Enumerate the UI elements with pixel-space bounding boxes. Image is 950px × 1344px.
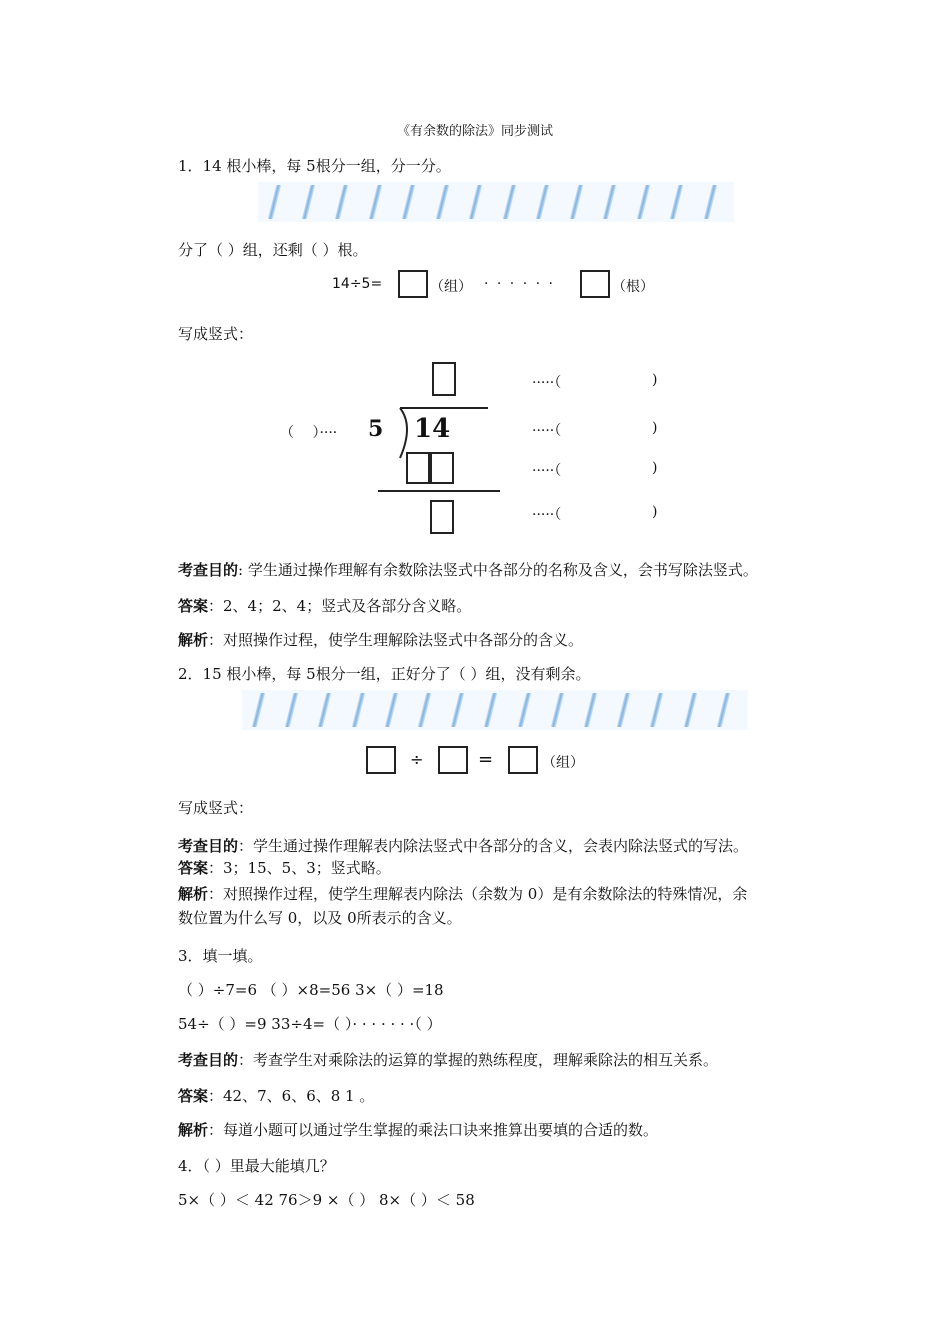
q2-vertical-label: 写成竖式： [178,799,254,817]
ld-product-box-1[interactable] [406,452,430,484]
q1-dots: · · · · · · [484,276,555,292]
q2-unit: （组） [542,755,584,771]
q3-question: 3．填一填。 [178,947,263,965]
ld-close-1: ) [652,372,658,388]
q1-groups-box[interactable] [398,270,428,298]
q1-unit-groups: （组） [430,279,472,295]
q1-fill-blank: 分了（ ）组，还剩（ ）根。 [178,241,368,259]
ld-remainder-box[interactable] [430,500,454,534]
q3-line1: （ ）÷7=6 （ ）×8=56 3×（ ）=18 [178,981,444,999]
ld-quotient-box[interactable] [432,362,456,396]
q1-sticks-area [258,182,734,222]
q2-purpose-label: 考查目的 [178,837,239,855]
q2-answer-text: ：3；15、5、3；竖式略。 [208,859,391,877]
q1-question: 1．14 根小棒，每 5根分一组，分一分。 [178,157,451,175]
q1-answer [178,596,471,616]
q2-divisor-box[interactable] [438,746,468,774]
q3-purpose-label: 考查目的 [178,1051,239,1069]
q3-answer-label: 答案 [178,1087,209,1105]
q2-question: 2．15 根小棒，每 5根分一组，正好分了（ ）组，没有剩余。 [178,665,591,683]
q2-purpose-text: ：学生通过操作理解表内除法竖式中各部分的含义，会表内除法竖式的写法。 [238,837,749,855]
q1-analysis-label: 解析 [178,631,209,649]
q1-remainder-box[interactable] [580,270,610,298]
q3-analysis-label: 解析 [178,1121,209,1139]
q1-unit-sticks: （根） [612,279,654,295]
ld-label-quotient: ·····（ [532,375,562,391]
ld-subtract-line [378,490,500,492]
ld-dividend: 14 [414,414,451,444]
q1-answer-label: 答案 [178,597,209,615]
q2-divide-sign: ÷ [410,750,424,769]
q4-question: 4．（ ）里最大能填几？ [178,1157,335,1175]
ld-close-4: ) [652,504,658,520]
q1-equation-left: 14÷5= [332,276,383,292]
q2-quotient-box[interactable] [508,746,538,774]
q1-answer-text: ：2、4；2、4；竖式及各部分含义略。 [208,597,472,615]
q2-analysis-text1: ：对照操作过程，使学生理解表内除法（余数为 0）是有余数除法的特殊情况，余 [208,885,748,903]
q1-purpose-label: 考查目的 [178,561,239,579]
page-title: 《有余数的除法》同步测试 [396,124,553,139]
ld-label-remainder: ·····（ [532,507,562,523]
q2-analysis-label: 解析 [178,885,209,903]
q1-analysis [178,630,583,650]
ld-remainder-label: （ ）···· [280,425,338,441]
ld-close-2: ) [652,420,658,436]
q2-purpose [178,836,748,856]
q3-line2: 54÷（ ）=9 33÷4=（ ）· · · · · · ·（ ） [178,1015,442,1033]
q2-equals-sign: = [478,749,494,770]
q3-answer [178,1086,374,1106]
q3-purpose-text: ：考查学生对乘除法的运算的掌握的熟练程度，理解乘除法的相互关系。 [238,1051,719,1069]
q2-analysis-line1 [178,884,747,904]
q1-purpose-text: 学生通过操作理解有余数除法竖式中各部分的名称及含义，会书写除法竖式。 [247,561,758,579]
ld-product-box-2[interactable] [430,452,454,484]
q3-answer-text: ：42、7、6、6、8 1 。 [208,1087,375,1105]
q1-vertical-label: 写成竖式： [178,325,254,343]
q2-dividend-box[interactable] [366,746,396,774]
ld-divisor: 5 [368,416,384,442]
q3-analysis [178,1120,658,1140]
ld-label-dividend: ·····（ [532,423,562,439]
q1-analysis-text: ：对照操作过程，使学生理解除法竖式中各部分的含义。 [208,631,584,649]
q3-purpose [178,1050,718,1070]
ld-label-product: ·····（ [532,463,562,479]
q1-purpose [178,560,758,580]
ld-close-3: ) [652,460,658,476]
q4-line1: 5×（ ）＜ 42 76＞9 ×（ ） 8×（ ）＜ 58 [178,1191,475,1209]
q3-analysis-text: ：每道小题可以通过学生掌握的乘法口诀来推算出要填的合适的数。 [208,1121,659,1139]
q1-purpose-colon: : [238,561,248,579]
q2-answer-label: 答案 [178,859,209,877]
q2-answer [178,858,391,878]
q2-analysis-line2: 数位置为什么写 0，以及 0所表示的含义。 [178,909,462,927]
